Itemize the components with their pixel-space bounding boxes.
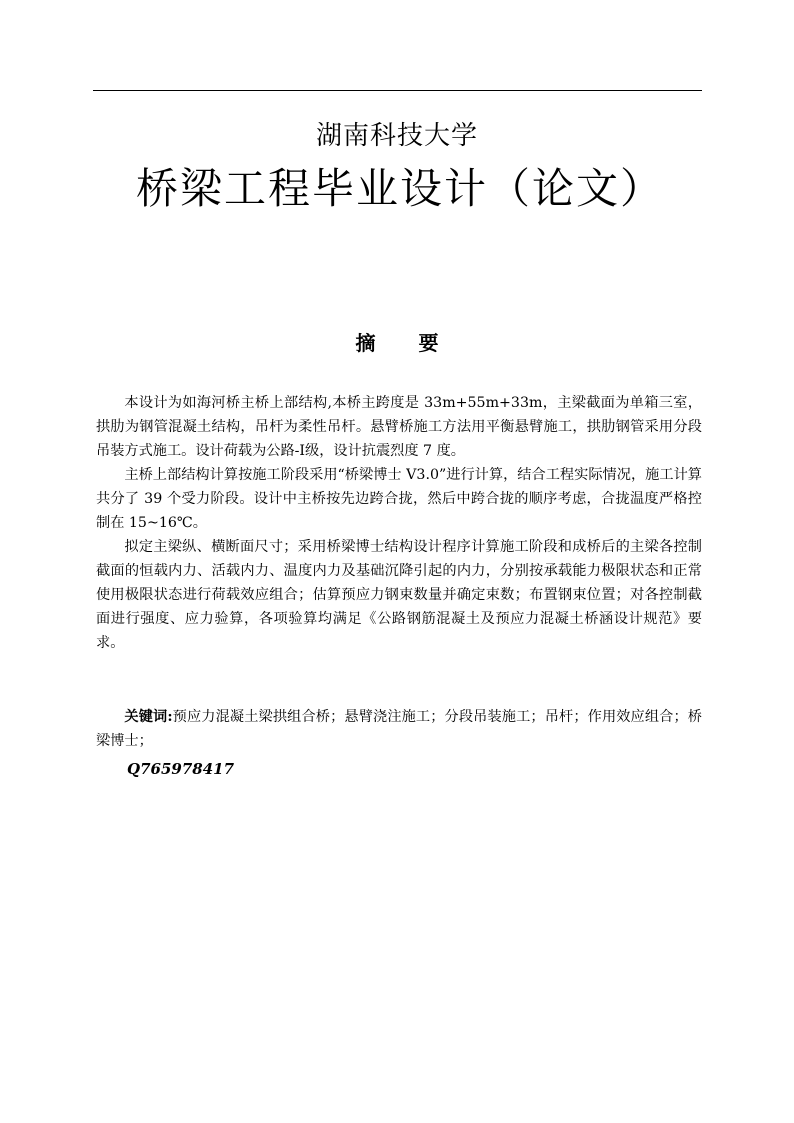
keywords-text: 预应力混凝土梁拱组合桥；悬臂浇注施工；分段吊装施工；吊杆；作用效应组合；桥梁博士； — [96, 709, 702, 749]
abstract-heading: 摘 要 — [355, 331, 457, 355]
thesis-title: 桥梁工程毕业设计（论文） — [136, 164, 665, 213]
university-name: 湖南科技大学 — [315, 121, 478, 151]
contact-number: Q765978417 — [127, 760, 234, 778]
header-rule — [93, 90, 702, 91]
abstract-paragraph-1: 本设计为如海河桥主桥上部结构,本桥主跨度是 33m+55m+33m，主梁截面为单箱三室，拱肋为钢管混凝土结构，吊杆为柔性吊杆。悬臂桥施工方法用平衡悬臂施工，拱肋钢管采用分段吊装方式施工。设计荷载为公路-Ⅰ级，设计抗震烈度 7 度。 — [96, 395, 702, 459]
abstract-body — [96, 391, 702, 655]
keywords-label: 关键词: — [124, 709, 173, 725]
keywords-block — [96, 705, 702, 753]
abstract-paragraph-2: 主桥上部结构计算按施工阶段采用“桥梁博士 V3.0”进行计算，结合工程实际情况，施工计算共分了 39 个受力阶段。设计中主桥按先边跨合拢，然后中跨合拢的顺序考虑，合拢温度严格控制在 15~16℃。 — [96, 467, 702, 531]
abstract-paragraph-3: 拟定主梁纵、横断面尺寸；采用桥梁博士结构设计程序计算施工阶段和成桥后的主梁各控制截面的恒载内力、活载内力、温度内力及基础沉降引起的内力，分别按承载能力极限状态和正常使用极限状态进行荷载效应组合；估算预应力钢束数量并确定束数；布置钢束位置；对各控制截面进行强度、应力验算，各项验算均满足《公路钢筋混凝土及预应力混凝土桥涵设计规范》要求。 — [96, 539, 702, 651]
